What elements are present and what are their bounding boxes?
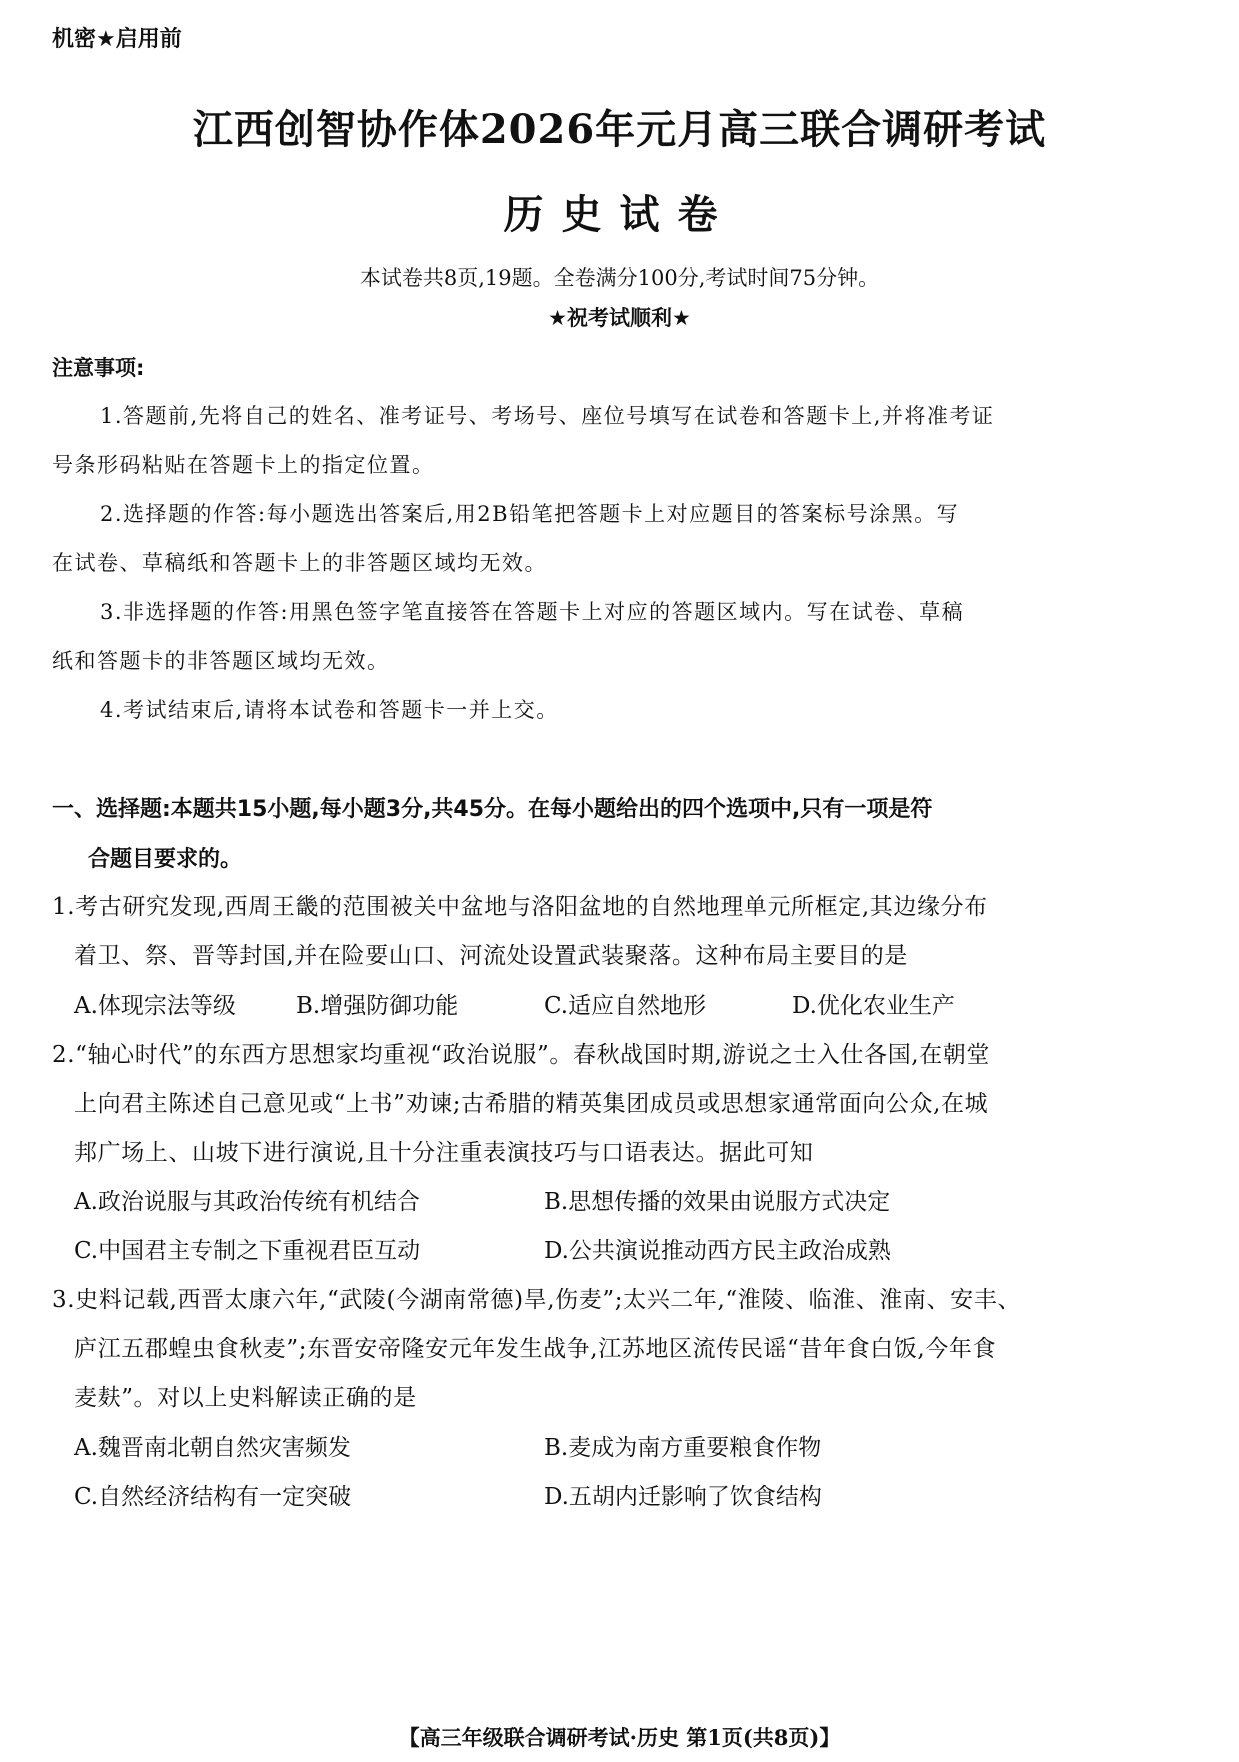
notice-line: 2.选择题的作答:每小题选出答案后,用2B铅笔把答题卡上对应题目的答案标号涂黑。写 [100, 502, 960, 526]
notice-heading: 注意事项: [52, 356, 145, 380]
question-2-text: 2.“轴心时代”的东西方思想家均重视“政治说服”。春秋战国时期,游说之士入仕各国,在朝堂 [52, 1042, 990, 1068]
notice-line: 1.答题前,先将自己的姓名、准考证号、考场号、座位号填写在试卷和答题卡上,并将准考证 [100, 404, 995, 428]
notice-line: 纸和答题卡的非答题区域均无效。 [52, 649, 390, 673]
page-footer: 【高三年级联合调研考试·历史 第1页(共8页)】 [398, 1725, 841, 1750]
section-heading-cont: 合题目要求的。 [88, 847, 243, 872]
question-2-option-d: D.公共演说推动西方民主政治成熟 [544, 1238, 891, 1264]
question-3-option-d: D.五胡内迁影响了饮食结构 [544, 1484, 822, 1510]
question-3-text: 麦麸”。对以上史料解读正确的是 [74, 1385, 417, 1411]
question-3-text: 庐江五郡蝗虫食秋麦”;东晋安帝隆安元年发生战争,江苏地区流传民谣“昔年食白饭,今年食 [74, 1336, 997, 1362]
question-1-option-a: A.体现宗法等级 [74, 993, 236, 1019]
question-1-option-c: C.适应自然地形 [544, 993, 707, 1019]
exam-info: 本试卷共8页,19题。全卷满分100分,考试时间75分钟。 [359, 266, 880, 290]
question-2-option-c: C.中国君主专制之下重视君臣互动 [74, 1238, 421, 1264]
question-3-text: 3.史料记载,西晋太康六年,“武陵(今湖南常德)旱,伤麦”;太兴二年,“淮陵、临淮、淮南、安丰、 [52, 1287, 1021, 1313]
section-heading: 一、选择题:本题共15小题,每小题3分,共45分。在每小题给出的四个选项中,只有一项是符 [52, 797, 933, 822]
notice-line: 号条形码粘贴在答题卡上的指定位置。 [52, 453, 435, 477]
question-3-option-a: A.魏晋南北朝自然灾害频发 [74, 1435, 351, 1461]
notice-line: 在试卷、草稿纸和答题卡上的非答题区域均无效。 [52, 551, 547, 575]
question-3-option-b: B.麦成为南方重要粮食作物 [544, 1435, 822, 1461]
exam-subtitle: 历史试卷 [503, 191, 736, 238]
notice-line: 3.非选择题的作答:用黑色签字笔直接答在答题卡上对应的答题区域内。写在试卷、草稿 [100, 600, 965, 624]
question-2-option-a: A.政治说服与其政治传统有机结合 [74, 1189, 420, 1215]
question-2-text: 上向君主陈述自己意见或“上书”劝谏;古希腊的精英集团成员或思想家通常面向公众,在城 [74, 1091, 989, 1117]
question-2-text: 邦广场上、山坡下进行演说,且十分注重表演技巧与口语表达。据此可知 [74, 1140, 814, 1166]
exam-title: 江西创智协作体2026年元月高三联合调研考试 [192, 106, 1047, 153]
question-3-option-c: C.自然经济结构有一定突破 [74, 1484, 352, 1510]
confidential-label: 机密★启用前 [52, 27, 182, 52]
good-luck-line: ★祝考试顺利★ [548, 306, 691, 330]
question-1-option-d: D.优化农业生产 [792, 993, 955, 1019]
question-2-option-b: B.思想传播的效果由说服方式决定 [544, 1189, 891, 1215]
notice-line: 4.考试结束后,请将本试卷和答题卡一并上交。 [100, 698, 559, 722]
question-1-option-b: B.增强防御功能 [296, 993, 459, 1019]
question-1-text: 着卫、祭、晋等封国,并在险要山口、河流处设置武装聚落。这种布局主要目的是 [74, 943, 908, 969]
question-1-text: 1.考古研究发现,西周王畿的范围被关中盆地与洛阳盆地的自然地理单元所框定,其边缘分布 [52, 894, 988, 920]
